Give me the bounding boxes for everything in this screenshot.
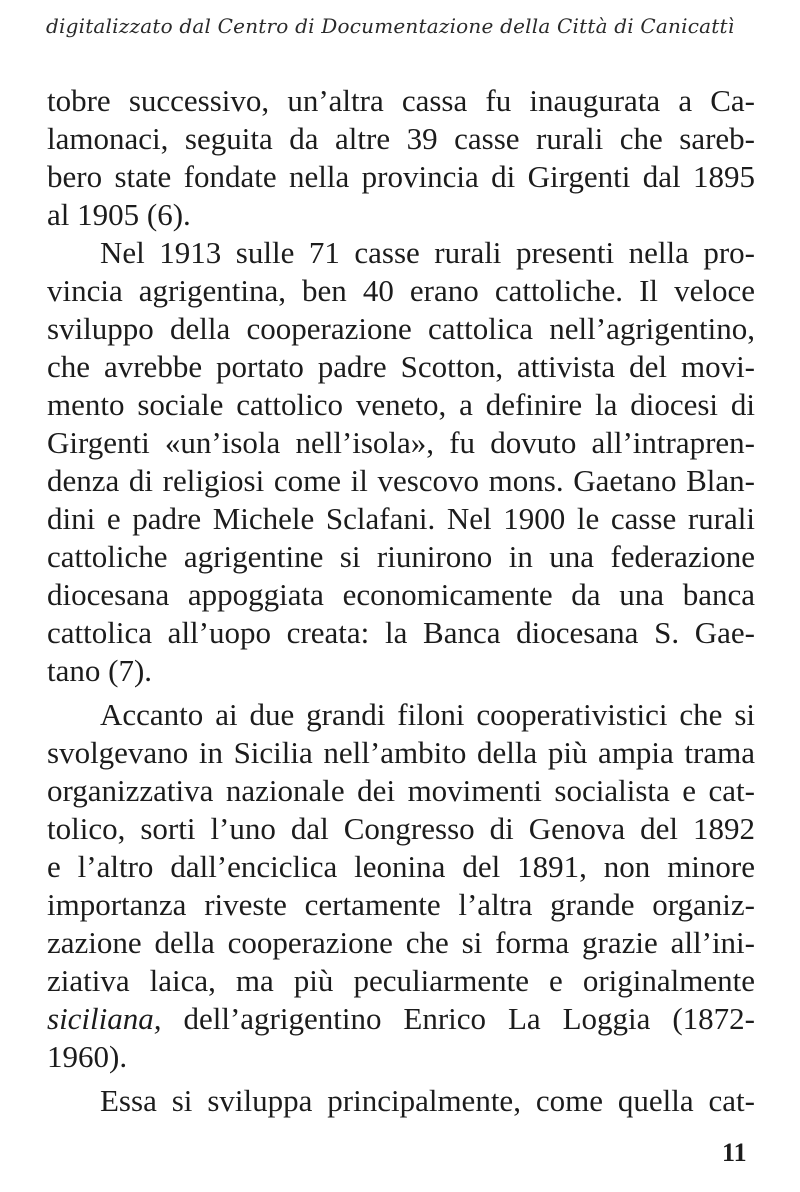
text-line: importanza riveste certamente l’altra grande organiz- xyxy=(47,887,755,922)
text-line: tano (7). xyxy=(47,653,153,688)
text-line: organizzativa nazionale dei movimenti socialista e cat- xyxy=(47,773,755,808)
paragraph-first-line: Accanto ai due grandi filoni cooperativistici che si xyxy=(100,697,755,732)
text-line: e l’altro dall’enciclica leonina del 1891, non minore xyxy=(47,849,755,884)
text-line: bero state fondate nella provincia di Girgenti dal 1895 xyxy=(47,159,755,194)
text-line: denza di religiosi come il vescovo mons. Gaetano Blan- xyxy=(47,463,755,498)
text-line: zazione della cooperazione che si forma grazie all’ini- xyxy=(47,925,755,960)
paragraph-first-line: Essa si sviluppa principalmente, come quella cat- xyxy=(100,1083,755,1118)
text-line: tobre successivo, un’altra cassa fu inaugurata a Ca- xyxy=(47,83,755,118)
text-line: svolgevano in Sicilia nell’ambito della più ampia trama xyxy=(47,735,755,770)
italic-word: siciliana, xyxy=(47,1001,162,1036)
text-line: tolico, sorti l’uno dal Congresso di Genova del 1892 xyxy=(47,811,755,846)
text-line: Girgenti «un’isola nell’isola», fu dovuto all’intrapren- xyxy=(47,425,755,460)
text-line: lamonaci, seguita da altre 39 casse rurali che sareb- xyxy=(47,121,755,156)
page-number: 11 xyxy=(722,1138,747,1167)
text-line: vincia agrigentina, ben 40 erano cattoliche. Il veloce xyxy=(47,273,755,308)
text-line xyxy=(47,1000,755,1038)
text-line: che avrebbe portato padre Scotton, attivista del movi- xyxy=(47,349,755,384)
text-span: dell’agrigentino Enrico La Loggia (1872- xyxy=(161,1001,755,1036)
text-line: sviluppo della cooperazione cattolica nell’agrigentino, xyxy=(47,311,755,346)
text-line: al 1905 (6). xyxy=(47,197,191,232)
paragraph-first-line: Nel 1913 sulle 71 casse rurali presenti nella pro- xyxy=(100,235,755,270)
digitization-watermark-header: digitalizzato dal Centro di Documentazione della Città di Canicattì xyxy=(46,14,735,38)
text-line: ziativa laica, ma più peculiarmente e originalmente xyxy=(47,963,755,998)
text-line: mento sociale cattolico veneto, a definire la diocesi di xyxy=(47,387,755,422)
text-line: cattolica all’uopo creata: la Banca diocesana S. Gae- xyxy=(47,615,755,650)
text-line: cattoliche agrigentine si riunirono in una federazione xyxy=(47,539,755,574)
text-line: diocesana appoggiata economicamente da una banca xyxy=(47,577,755,612)
text-line: dini e padre Michele Sclafani. Nel 1900 le casse rurali xyxy=(47,501,755,536)
text-line: 1960). xyxy=(47,1039,128,1074)
